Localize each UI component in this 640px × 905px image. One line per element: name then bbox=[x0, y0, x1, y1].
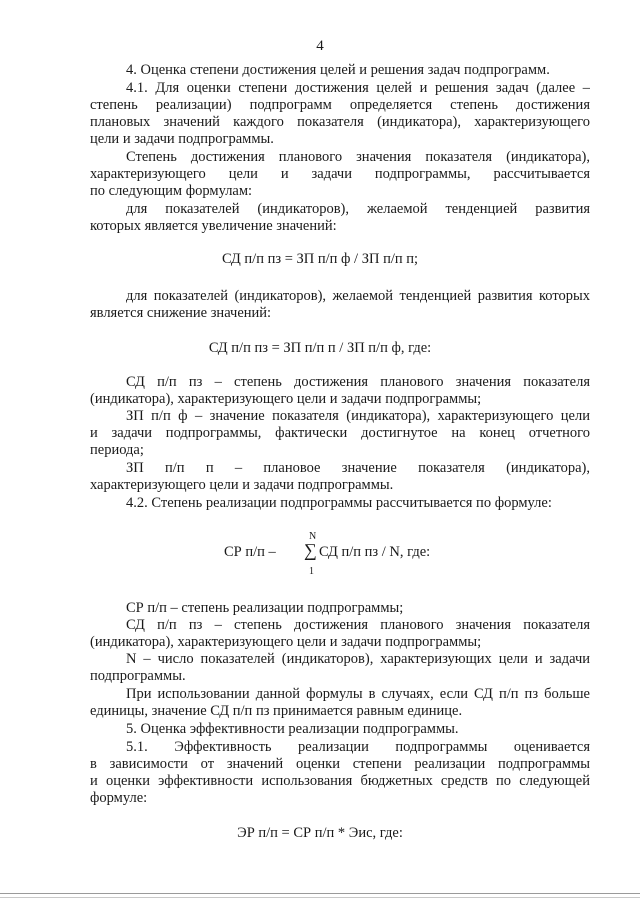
section-5-heading: 5. Оценка эффективности реализации подпрограммы. bbox=[126, 721, 459, 737]
definition-line: ЗП п/п п – плановое значение показателя (индикатора), bbox=[126, 460, 590, 476]
paragraph-line: плановых значений каждого показателя (индикатора), характеризующего bbox=[90, 114, 590, 130]
paragraph-line: является снижение значений: bbox=[90, 305, 272, 321]
definition-line: (индикатора), характеризующего цели и задачи подпрограммы; bbox=[90, 391, 482, 407]
bottom-scan-edge bbox=[0, 893, 640, 894]
paragraph-line: по следующим формулам: bbox=[90, 183, 253, 199]
formula-decrease: СД п/п пз = ЗП п/п п / ЗП п/п ф, где: bbox=[208, 340, 432, 356]
paragraph-line: единицы, значение СД п/п пз принимается равным единице. bbox=[90, 703, 463, 719]
paragraph-line: и оценки эффективности использования бюджетных средств по следующей bbox=[90, 773, 590, 789]
formula-efficiency: ЭР п/п = СР п/п * Эис, где: bbox=[237, 825, 403, 841]
definition-line: N – число показателей (индикаторов), характеризующих цели и задачи bbox=[126, 651, 590, 667]
paragraph-line: степень реализации) подпрограмм определяется степень достижения bbox=[90, 97, 590, 113]
paragraph-line: для показателей (индикаторов), желаемой тенденцией развития которых bbox=[126, 288, 590, 304]
formula-sum-right: СД п/п пз / N, где: bbox=[319, 544, 431, 560]
paragraph-line: Степень достижения планового значения показателя (индикатора), bbox=[126, 149, 590, 165]
section-4-2-line: 4.2. Степень реализации подпрограммы рассчитывается по формуле: bbox=[126, 495, 552, 511]
definition-line: (индикатора), характеризующего цели и задачи подпрограммы; bbox=[90, 634, 482, 650]
paragraph-line: При использовании данной формулы в случаях, если СД п/п пз больше bbox=[126, 686, 590, 702]
sum-symbol: ∑ bbox=[304, 540, 317, 560]
paragraph-line: формуле: bbox=[90, 790, 148, 806]
page-number: 4 bbox=[316, 38, 324, 54]
definition-line: СД п/п пз – степень достижения планового значения показателя bbox=[126, 374, 590, 390]
paragraph-line: характеризующего цели и задачи подпрограммы, рассчитывается bbox=[90, 166, 590, 182]
paragraph-line: которых является увеличение значений: bbox=[90, 218, 337, 234]
paragraph-line: в зависимости от значений оценки степени реализации подпрограммы bbox=[90, 756, 590, 772]
paragraph-line: 5.1. Эффективность реализации подпрограммы оценивается bbox=[126, 739, 590, 755]
definition-line: подпрограммы. bbox=[90, 668, 186, 684]
definition-line: и задачи подпрограммы, фактически достигнутое на конец отчетного bbox=[90, 425, 590, 441]
sum-upper-limit: N bbox=[309, 531, 317, 542]
definition-line: ЗП п/п ф – значение показателя (индикатора), характеризующего цели bbox=[126, 408, 590, 424]
bottom-scan-edge-shadow bbox=[0, 897, 640, 898]
definition-line: СР п/п – степень реализации подпрограммы; bbox=[126, 600, 404, 616]
formula-sum-left: СР п/п – bbox=[224, 544, 276, 560]
formula-increase: СД п/п пз = ЗП п/п ф / ЗП п/п п; bbox=[221, 251, 419, 267]
paragraph-line: 4.1. Для оценки степени достижения целей и решения задач (далее – bbox=[126, 80, 590, 96]
definition-line: СД п/п пз – степень достижения планового значения показателя bbox=[126, 617, 590, 633]
definition-line: периода; bbox=[90, 442, 144, 458]
sum-lower-limit: 1 bbox=[309, 566, 314, 577]
paragraph-line: для показателей (индикаторов), желаемой тенденцией развития bbox=[126, 201, 590, 217]
definition-line: характеризующего цели и задачи подпрограммы. bbox=[90, 477, 394, 493]
paragraph-line: цели и задачи подпрограммы. bbox=[90, 131, 274, 147]
section-4-heading: 4. Оценка степени достижения целей и решения задач подпрограмм. bbox=[126, 62, 550, 78]
